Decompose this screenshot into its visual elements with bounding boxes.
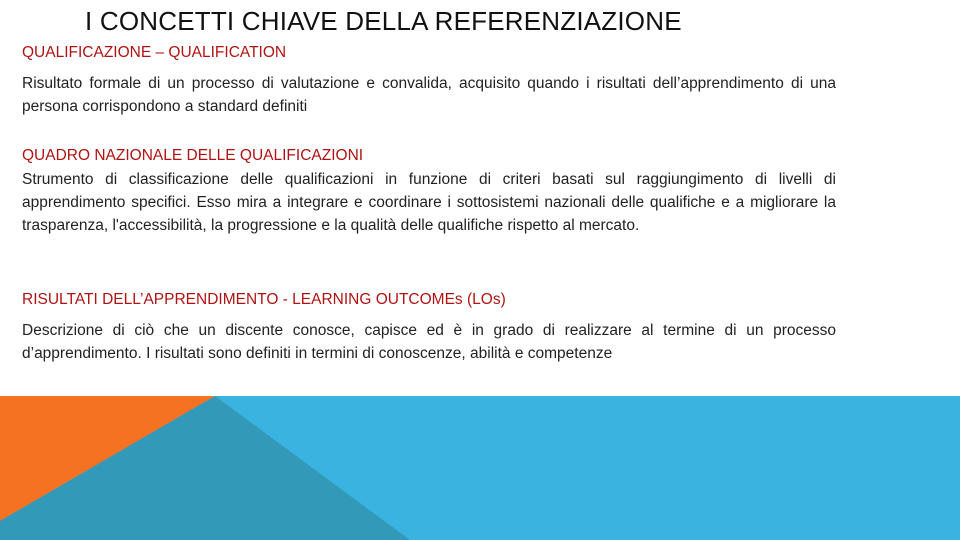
section-heading: RISULTATI DELL’APPRENDIMENTO - LEARNING OUTCOMEs (LOs) <box>22 291 506 308</box>
slide-title: I CONCETTI CHIAVE DELLA REFERENZIAZIONE <box>85 6 682 36</box>
section-text: Strumento di classificazione delle qualificazioni in funzione di criteri basati sul raggiungimento di livelli di apprendimento specifici. Esso mira a integrare e coordinare i sottosistemi nazionali delle qualifiche e a migliorare la trasparenza, l'accessibilità, la progressione e la qualità delle qualifiche rispetto al mercato. <box>22 171 836 234</box>
section-learning-outcomes <box>22 289 836 365</box>
section-text: Risultato formale di un processo di valutazione e convalida, acquisito quando i risultati dell’apprendimento di una persona corrispondono a standard definiti <box>22 75 836 115</box>
section-text: Descrizione di ciò che un discente conosce, capisce ed è in grado di realizzare al termine di un processo d’apprendimento. I risultati sono definiti in termini di conoscenze, abilità e competenze <box>22 322 836 362</box>
section-heading: QUALIFICAZIONE – QUALIFICATION <box>22 44 287 61</box>
section-heading: QUADRO NAZIONALE DELLE QUALIFICAZIONI <box>22 147 364 164</box>
footer-graphic <box>0 396 960 540</box>
section-quadro-nazionale <box>22 145 836 237</box>
section-qualificazione <box>22 42 836 118</box>
decorative-footer-band <box>0 396 960 540</box>
